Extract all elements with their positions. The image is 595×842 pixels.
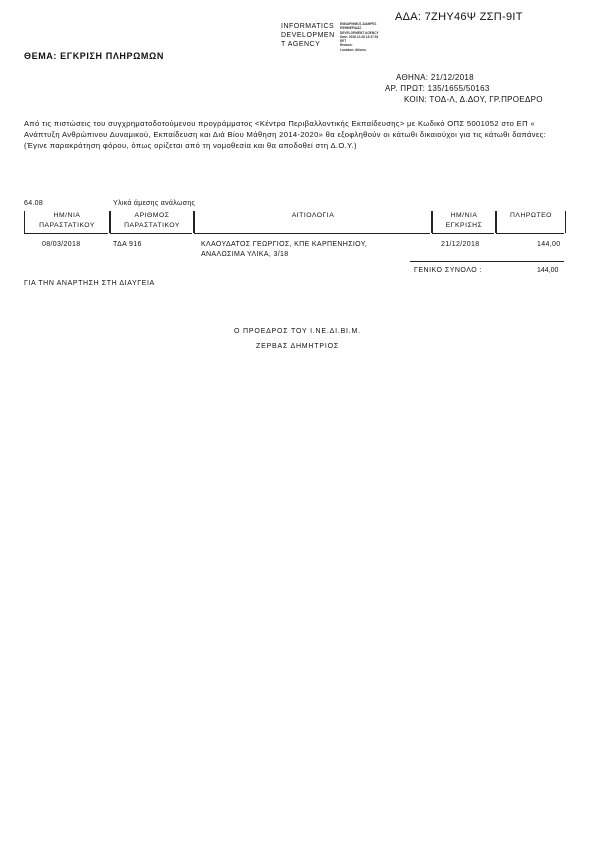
cause-line: ΑΝΑΛΩΣΙΜΑ ΥΛΙΚΑ, 3/18	[201, 251, 289, 258]
stamp-line: EET	[340, 39, 347, 44]
stamp-line: ΕΦΗΜΕΡΙΔΑΣ	[340, 26, 362, 31]
header-text: ΠΑΡΑΣΤΑΤΙΚΟΥ	[124, 222, 180, 229]
digital-signature-stamp	[340, 22, 379, 52]
row-approval-date: 21/12/2018	[441, 241, 480, 248]
header-underline	[496, 233, 564, 234]
header-text: ΠΛΗΡΩΤΕΟ	[510, 212, 552, 219]
logo-line: INFORMATICS	[281, 23, 335, 30]
total-separator	[410, 261, 564, 262]
header-payable	[496, 211, 566, 233]
header-underline	[432, 233, 494, 234]
grand-total-value: 144,00	[537, 267, 559, 274]
account-description: Υλικά άμεσης ανάλωσης	[113, 200, 196, 207]
row-cause	[201, 240, 367, 260]
document-subject: ΘΕΜΑ: ΕΓΚΡΙΣΗ ΠΛΗΡΩΜΩΝ	[24, 51, 164, 61]
logo-line: DEVELOPMEN	[281, 32, 335, 39]
cc-recipients: ΚΟΙΝ: ΤΟΔ-Λ, Δ.ΔΟΥ, ΓΡ.ΠΡΟΕΔΡΟ	[404, 95, 543, 104]
row-payable: 144,00	[537, 241, 561, 248]
protocol-number: ΑΡ. ΠΡΩΤ: 135/1655/50163	[385, 84, 490, 93]
row-document-number: ΤΔΑ 916	[113, 241, 142, 248]
header-text: ΑΙΤΙΟΛΟΓΙΑ	[291, 212, 335, 219]
grand-total-label: ΓΕΝΙΚΟ ΣΥΝΟΛΟ :	[414, 267, 483, 274]
ada-number: ΑΔΑ: 7ΖΗΥ46Ψ ΖΣΠ-9ΙΤ	[395, 11, 523, 23]
cause-line: ΚΛΑΟΥΔΑΤΟΣ ΓΕΩΡΓΙΟΣ, ΚΠΕ ΚΑΡΠΕΝΗΣΙΟΥ,	[201, 241, 368, 248]
agency-logo-text	[281, 22, 335, 49]
signatory-role: Ο ΠΡΟΕΔΡΟΣ ΤΟΥ Ι.ΝΕ.ΔΙ.ΒΙ.Μ.	[234, 328, 361, 335]
header-document-date	[24, 211, 110, 233]
stamp-line: Date: 2018.12.28 13:37:51	[340, 34, 379, 39]
stamp-line: Reason:	[340, 43, 353, 48]
place-date: ΑΘΗΝΑ: 21/12/2018	[396, 73, 474, 82]
header-text: ΑΡΙΘΜΟΣ	[134, 212, 170, 219]
logo-line: T AGENCY	[281, 41, 321, 48]
header-text: ΕΓΚΡΙΣΗΣ	[445, 222, 483, 229]
stamp-line: Location: Athens	[340, 47, 366, 52]
publication-note: ΓΙΑ ΤΗΝ ΑΝΑΡΤΗΣΗ ΣΤΗ ΔΙΑΥΓΕΙΑ	[24, 280, 155, 287]
header-text: ΠΑΡΑΣΤΑΤΙΚΟΥ	[39, 222, 95, 229]
stamp-line: ΕΝΝΑΡΙΘΜΟΣ ΔΙΑΘΡΕΣ	[340, 22, 377, 26]
signatory-name: ΖΕΡΒΑΣ ΔΗΜΗΤΡΙΟΣ	[256, 343, 339, 350]
header-cause	[194, 211, 432, 233]
body-paragraph: Από τις πιστώσεις του συγχρηματοδοτούμενου προγράμματος <Κέντρα Περιβαλλοντικής Εκπαίδευσης> με Κωδικό ΟΠΣ 5001052 στο ΕΠ « Ανάπτυξη Ανθρώπινου Δυναμικού, Εκπαίδευση και Διά Βίου Μάθηση 2014-2020» θα εξοφληθούν οι κάτωθι δικαιούχοι για τις κάτωθι δαπάνες: (Έγινε παρακράτηση φόρου, όπως ορίζεται από τη νομοθεσία και θα αποδοθεί στη Δ.Ο.Υ.)	[24, 119, 547, 150]
header-approval-date	[432, 211, 496, 233]
row-document-date: 08/03/2018	[42, 241, 81, 248]
header-document-number	[110, 211, 194, 233]
stamp-line: DEVELOPMENT AGENCY	[340, 30, 379, 35]
header-underline	[194, 233, 430, 234]
header-underline	[110, 233, 192, 234]
header-text: ΗΜ/ΝΙΑ	[53, 212, 81, 219]
header-text: ΗΜ/ΝΙΑ	[450, 212, 478, 219]
header-underline	[24, 233, 108, 234]
account-code: 64.08	[24, 200, 44, 207]
